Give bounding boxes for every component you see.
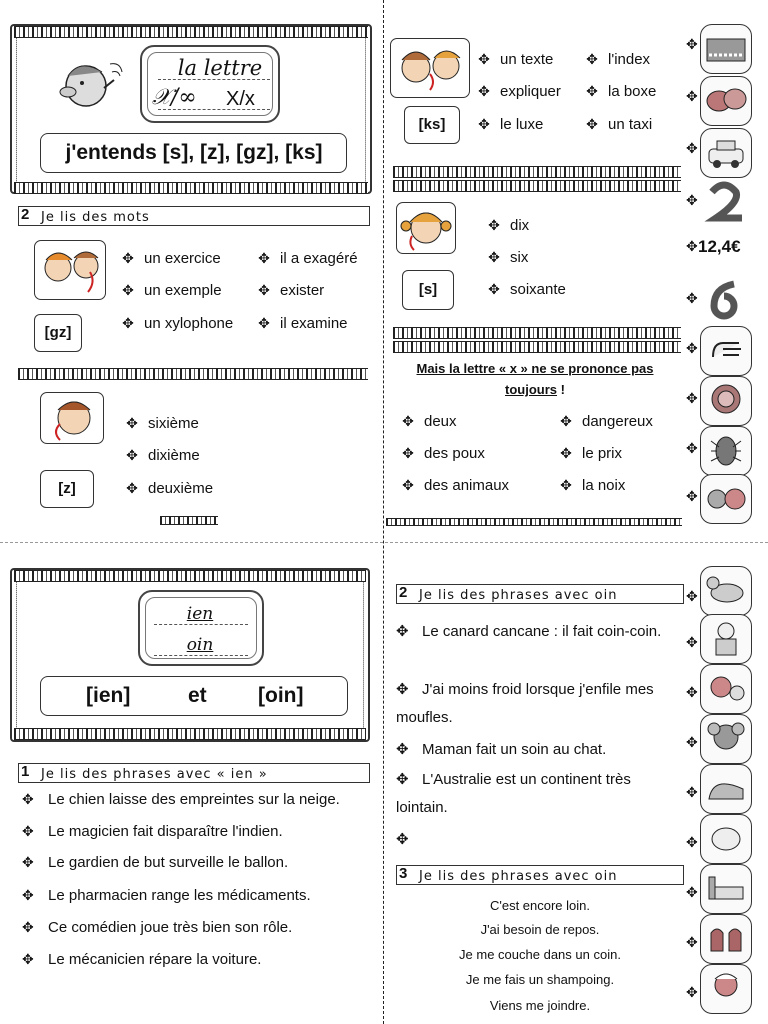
sentence-item [22, 790, 340, 809]
word-item [476, 50, 553, 69]
oin-line: C'est encore loin. [489, 898, 591, 913]
girl-ear-illustration [398, 204, 454, 252]
word-text: un xylophone [144, 315, 234, 332]
word-item [584, 50, 650, 69]
puzzle-icon: ✥ [686, 88, 698, 104]
sentence-item [22, 822, 283, 841]
sentence-text: Le pharmacien range les médicaments. [48, 887, 311, 904]
word-text: deuxième [148, 480, 214, 497]
lemon-picture [700, 814, 752, 864]
puzzle-icon: ✥ [22, 919, 34, 935]
puzzle-icon: ✥ [686, 884, 698, 900]
sentence-item [22, 918, 292, 937]
puzzle-icon: ✥ [686, 984, 698, 1000]
puzzle-icon: ✥ [122, 282, 134, 298]
sentence-item [396, 618, 680, 646]
oin-cursive: oin [186, 635, 214, 655]
word-text: sixième [148, 415, 199, 432]
oin-sound: [oin] [258, 684, 304, 707]
puzzle-strip [14, 570, 366, 582]
title-print-x: X/x [226, 88, 255, 110]
word-text: soixante [510, 281, 566, 298]
exercise-label: Je lis des mots [41, 210, 150, 225]
puzzle-icon: ✥ [402, 477, 414, 493]
word-text: des animaux [424, 477, 510, 494]
puzzle-icon: ✥ [686, 238, 698, 254]
word-item [558, 412, 653, 431]
oin-line: Viens me joindre. [489, 998, 591, 1013]
word-text: la noix [582, 477, 626, 494]
puzzle-icon: ✥ [686, 36, 698, 52]
piano-picture [700, 24, 752, 74]
puzzle-icon: ✥ [686, 340, 698, 356]
cat-care-picture [700, 664, 752, 714]
shampoo-picture [700, 964, 752, 1014]
puzzle-strip [18, 368, 368, 380]
puzzle-icon: ✥ [488, 217, 500, 233]
sentence-text: J'ai moins froid lorsque j'enfile mes moufles. [396, 681, 654, 726]
puzzle-strip [393, 180, 681, 192]
word-text: expliquer [500, 83, 561, 100]
vertical-cut-line [383, 0, 384, 1024]
exercise-number: 1 [21, 763, 30, 780]
puzzle-strip [14, 182, 368, 194]
puzzle-icon: ✥ [126, 415, 138, 431]
word-item [584, 115, 652, 134]
word-item [124, 446, 200, 465]
puzzle-icon: ✥ [396, 681, 409, 698]
puzzle-icon: ✥ [686, 290, 698, 306]
sentence-text: Le mécanicien répare la voiture. [48, 951, 262, 968]
word-item [400, 412, 457, 431]
puzzle-icon: ✥ [22, 823, 34, 839]
plaque-rule [154, 624, 248, 625]
puzzle-icon: ✥ [686, 440, 698, 456]
word-text: des poux [424, 445, 485, 462]
exercise-3-oin-header [396, 865, 684, 885]
title-cursive-x: 𝒳/∞ [152, 85, 197, 110]
ien-sound: [ien] [86, 684, 131, 707]
word-text: six [510, 249, 529, 266]
louse-picture [700, 426, 752, 476]
puzzle-icon: ✥ [488, 281, 500, 297]
sentence-text: Le canard cancane : il fait coin-coin. [422, 623, 662, 640]
puzzle-icon: ✥ [686, 140, 698, 156]
number-six-picture [700, 276, 752, 326]
puzzle-icon: ✥ [488, 249, 500, 265]
word-item [400, 476, 509, 495]
sentence-item [396, 766, 680, 822]
puzzle-icon: ✥ [560, 413, 572, 429]
s-sound-box: [s] [402, 270, 454, 310]
word-text: le prix [582, 445, 623, 462]
sentence-item [396, 676, 680, 732]
word-item [120, 314, 233, 333]
puzzle-icon: ✥ [22, 887, 34, 903]
word-text: deux [424, 413, 457, 430]
sentence-text: Le chien laisse des empreintes sur la neige. [48, 791, 340, 808]
puzzle-icon: ✥ [560, 445, 572, 461]
puzzle-icon: ✥ [478, 116, 490, 132]
sentence-text: Le gardien de but surveille le ballon. [48, 854, 289, 871]
puzzle-icon: ✥ [258, 250, 270, 266]
and-word: et [188, 684, 207, 707]
word-item [486, 248, 528, 267]
gz-sound-box: [gz] [34, 314, 82, 352]
word-text: la boxe [608, 83, 657, 100]
word-text: le luxe [500, 116, 544, 133]
lion-picture [700, 376, 752, 426]
puzzle-icon: ✥ [686, 784, 698, 800]
boy-ear-illustration [44, 394, 100, 442]
puzzle-icon: ✥ [396, 741, 409, 758]
exercise-2-header [18, 206, 370, 226]
puzzle-icon: ✥ [686, 834, 698, 850]
silent-x-title [396, 358, 674, 400]
sentence-item [22, 853, 288, 872]
exercise-number: 2 [399, 584, 408, 601]
word-item [584, 82, 656, 101]
sentence-text: L'Australie est un continent très lointain. [396, 771, 631, 816]
puzzle-icon: ✥ [560, 477, 572, 493]
puzzle-strip [160, 516, 218, 525]
word-item [476, 82, 561, 101]
puzzle-strip [393, 341, 681, 353]
puzzle-icon: ✥ [686, 390, 698, 406]
ks-sound-box: [ks] [404, 106, 460, 144]
puzzle-icon: ✥ [126, 480, 138, 496]
sentence-text: Ce comédien joue très bien son rôle. [48, 919, 293, 936]
title-rule [158, 79, 270, 80]
sentence-text: Le magicien fait disparaître l'indien. [48, 823, 283, 840]
puzzle-icon: ✥ [686, 734, 698, 750]
puzzle-icon: ✥ [686, 588, 698, 604]
puzzle-icon: ✥ [586, 83, 598, 99]
word-item [476, 115, 543, 134]
z-sound-box: [z] [40, 470, 94, 508]
word-item [400, 444, 485, 463]
horizontal-cut-line [0, 542, 768, 543]
sentence-item [22, 950, 261, 969]
exercise-number: 3 [399, 865, 408, 882]
taxi-picture [700, 128, 752, 178]
number-two-picture [700, 178, 752, 228]
puzzle-strip [393, 327, 681, 339]
sentence-text: Maman fait un soin au chat. [422, 741, 607, 758]
word-item [256, 314, 348, 333]
oin-line: Je me fais un shampoing. [465, 972, 615, 987]
word-text: un texte [500, 51, 554, 68]
puzzle-icon: ✥ [686, 684, 698, 700]
word-item [558, 476, 625, 495]
pointing-hand-picture [700, 326, 752, 376]
hedgehog-picture [700, 764, 752, 814]
title-rule [158, 109, 270, 110]
sentence-item [22, 886, 311, 905]
oin-line: Je me couche dans un coin. [459, 947, 621, 962]
word-item [256, 249, 358, 268]
word-text: un exercice [144, 250, 221, 267]
word-text: un taxi [608, 116, 653, 133]
word-item [120, 249, 221, 268]
exercise-label: Je lis des phrases avec oin [419, 869, 618, 884]
koala-picture [700, 714, 752, 764]
puzzle-strip [386, 518, 682, 526]
kids-listening-illustration [394, 40, 466, 96]
word-text: un exemple [144, 282, 222, 299]
word-text: il examine [280, 315, 348, 332]
bed-picture [700, 864, 752, 914]
puzzle-icon: ✥ [126, 447, 138, 463]
puzzle-icon: ✥ [478, 51, 490, 67]
puzzle-icon: ✥ [402, 445, 414, 461]
puzzle-icon: ✥ [22, 854, 34, 870]
kids-pulling-ears-illustration [38, 242, 104, 298]
child-winter-picture [700, 614, 752, 664]
puzzle-icon: ✥ [586, 116, 598, 132]
price-tag: 12,4€ [698, 237, 741, 256]
puzzle-icon: ✥ [122, 250, 134, 266]
exercise-number: 2 [21, 206, 30, 223]
boxing-gloves-picture [700, 76, 752, 126]
silent-x-title-text: Mais la lettre « x » ne se prononce pas toujours [416, 361, 654, 397]
puzzle-icon: ✥ [686, 934, 698, 950]
boy-listening-illustration [50, 50, 130, 120]
word-item [124, 414, 199, 433]
exercise-label: Je lis des phrases avec oin [419, 588, 618, 603]
puzzle-strip [393, 166, 681, 178]
word-item [486, 280, 566, 299]
word-item [486, 216, 529, 235]
oin-line: J'ai besoin de repos. [480, 922, 600, 937]
mittens-picture [700, 914, 752, 964]
word-text: l'index [608, 51, 651, 68]
word-item [120, 281, 222, 300]
word-text: exister [280, 282, 325, 299]
ien-cursive: ien [186, 604, 214, 624]
puzzle-icon: ✥ [478, 83, 490, 99]
title-line-1: la lettre [177, 56, 263, 80]
puzzle-icon: ✥ [258, 282, 270, 298]
word-item [558, 444, 622, 463]
puzzle-icon: ✥ [258, 315, 270, 331]
puzzle-icon: ✥ [396, 623, 409, 640]
word-text: il a exagéré [280, 250, 358, 267]
puzzle-icon: ✥ [396, 771, 409, 788]
puzzle-strip [14, 26, 368, 38]
puzzle-icon: ✥ [396, 831, 409, 848]
word-text: dangereux [582, 413, 653, 430]
puzzle-strip [14, 728, 366, 740]
puzzle-icon: ✥ [686, 488, 698, 504]
puzzle-icon: ✥ [402, 413, 414, 429]
exercise-2-oin-header [396, 584, 684, 604]
silent-x-title-bang: ! [557, 382, 565, 397]
sentence-item [396, 736, 680, 764]
sounds-heading: j'entends [s], [z], [gz], [ks] [65, 141, 323, 164]
word-item [256, 281, 324, 300]
duck-picture [700, 566, 752, 616]
exercise-1-header [18, 763, 370, 783]
puzzle-icon: ✥ [22, 791, 34, 807]
sentence-item [396, 826, 680, 854]
plaque-rule [154, 655, 248, 656]
word-item [124, 479, 213, 498]
word-text: dix [510, 217, 530, 234]
animals-picture [700, 474, 752, 524]
word-text: dixième [148, 447, 200, 464]
puzzle-icon: ✥ [22, 951, 34, 967]
puzzle-icon: ✥ [122, 315, 134, 331]
puzzle-icon: ✥ [686, 192, 698, 208]
puzzle-icon: ✥ [586, 51, 598, 67]
exercise-label: Je lis des phrases avec « ien » [41, 767, 268, 782]
puzzle-icon: ✥ [686, 634, 698, 650]
